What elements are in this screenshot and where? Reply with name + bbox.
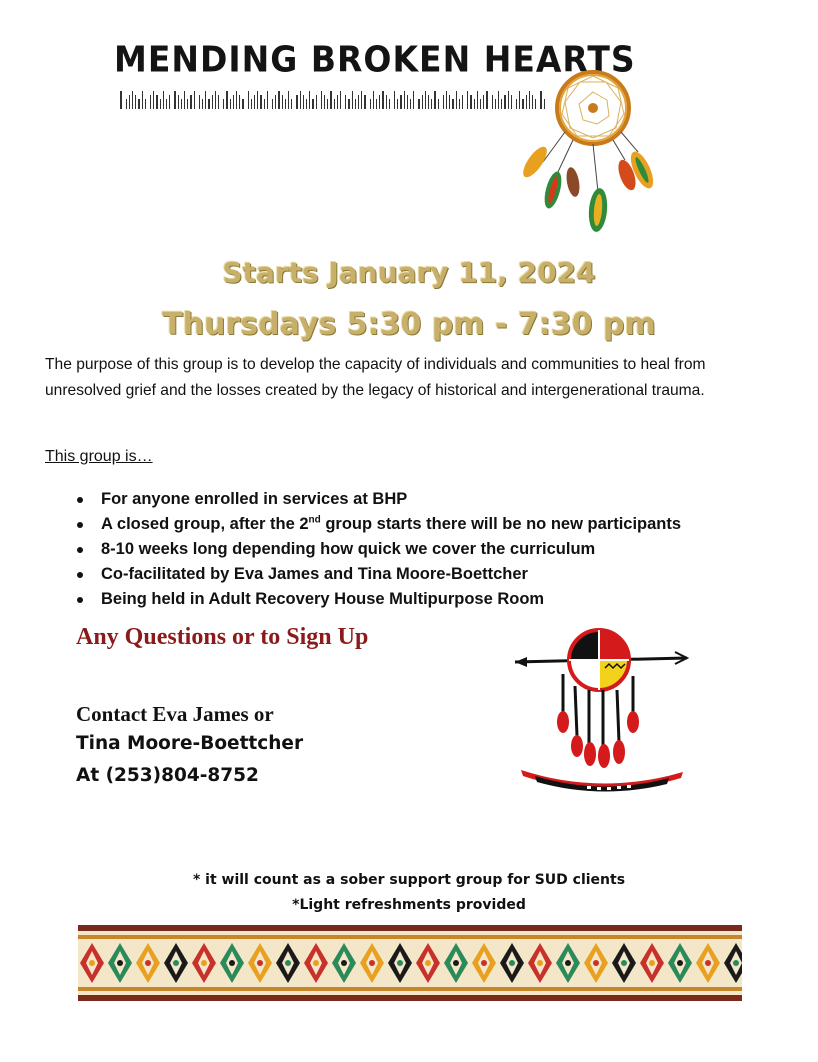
list-item: Being held in Adult Recovery House Multipurpose Room bbox=[75, 587, 681, 612]
bullet-icon bbox=[77, 497, 83, 503]
bullet-icon bbox=[77, 597, 83, 603]
sober-support-note: * it will count as a sober support group for SUD clients bbox=[192, 872, 626, 888]
refreshments-note: *Light refreshments provided bbox=[292, 897, 526, 913]
start-date: Starts January 11, 2024 bbox=[222, 256, 596, 289]
bullet-icon bbox=[77, 547, 83, 553]
barcode-graphic bbox=[120, 91, 550, 109]
questions-heading: Any Questions or to Sign Up bbox=[76, 624, 369, 650]
pattern-border bbox=[78, 925, 742, 1001]
contact-line: Contact Eva James or bbox=[76, 702, 274, 726]
bullet-icon bbox=[77, 572, 83, 578]
group-bullet-list bbox=[75, 487, 681, 612]
list-item: Co-facilitated by Eva James and Tina Moore-Boettcher bbox=[75, 562, 681, 587]
contact-name: Tina Moore-Boettcher bbox=[76, 733, 304, 754]
dreamcatcher-icon bbox=[505, 62, 665, 242]
medicine-wheel-icon bbox=[515, 624, 690, 802]
list-item: For anyone enrolled in services at BHP bbox=[75, 487, 681, 512]
flyer-title: MENDING BROKEN HEARTS bbox=[114, 38, 636, 81]
group-heading: This group is… bbox=[45, 448, 153, 465]
contact-phone: At (253)804-8752 bbox=[76, 765, 259, 786]
meeting-time: Thursdays 5:30 pm - 7:30 pm bbox=[162, 307, 656, 342]
bullet-icon bbox=[77, 522, 83, 528]
list-item: A closed group, after the 2nd group starts there will be no new participants bbox=[75, 512, 681, 537]
list-item: 8-10 weeks long depending how quick we cover the curriculum bbox=[75, 537, 681, 562]
purpose-paragraph: The purpose of this group is to develop the capacity of individuals and communities to heal from unresolved grief and the losses created by the legacy of historical and intergenerational trauma. bbox=[45, 356, 706, 399]
